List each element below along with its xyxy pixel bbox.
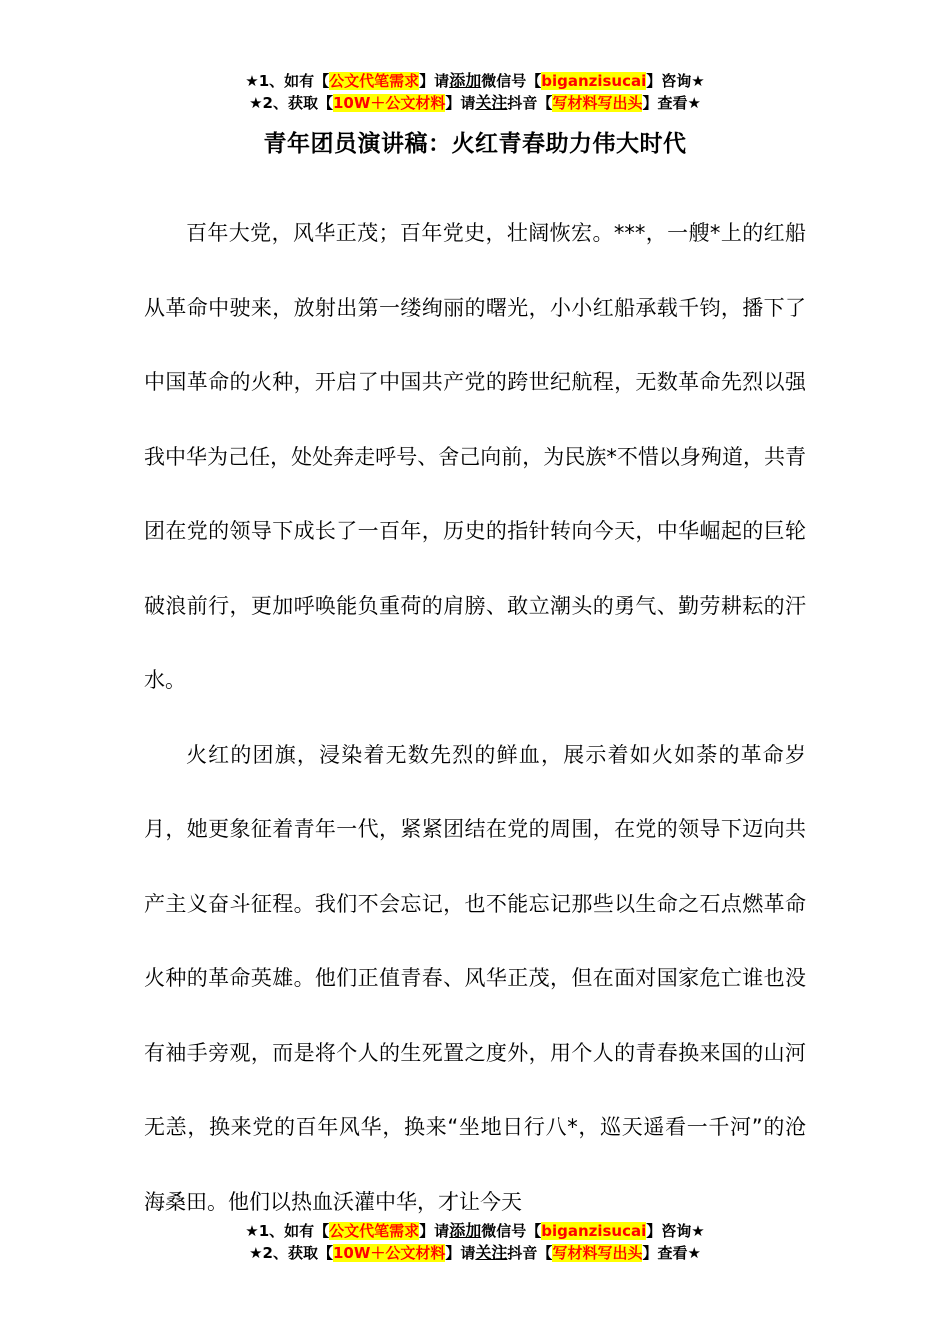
footer-promo bbox=[0, 1220, 950, 1264]
promo-highlight-service: 公文代笔需求 bbox=[329, 1222, 420, 1240]
promo-text: 微信号【 bbox=[481, 1222, 542, 1240]
document-body bbox=[144, 196, 806, 1239]
promo-highlight-douyin-account: 写材料写出头 bbox=[552, 94, 643, 112]
promo-emphasis: 添加 bbox=[449, 71, 482, 90]
promo-highlight-materials: 10W＋公文材料 bbox=[332, 94, 446, 112]
promo-emphasis: 添加 bbox=[449, 1221, 482, 1240]
promo-suffix: 】咨询★ bbox=[646, 72, 705, 90]
promo-text: 微信号【 bbox=[481, 72, 542, 90]
promo-prefix: ★1、如有【 bbox=[245, 72, 330, 90]
promo-prefix: ★1、如有【 bbox=[245, 1222, 330, 1240]
header-promo-line-1 bbox=[0, 70, 950, 92]
promo-emphasis: 关注 bbox=[475, 93, 508, 112]
promo-highlight-wechat-id: biganzisucai bbox=[541, 72, 647, 90]
promo-prefix: ★2、获取【 bbox=[249, 1244, 333, 1262]
promo-suffix: 】咨询★ bbox=[646, 1222, 705, 1240]
promo-highlight-douyin-account: 写材料写出头 bbox=[552, 1244, 643, 1262]
promo-highlight-wechat-id: biganzisucai bbox=[541, 1222, 647, 1240]
promo-highlight-materials: 10W＋公文材料 bbox=[332, 1244, 446, 1262]
promo-text: 】请 bbox=[419, 1222, 450, 1240]
promo-text: 】请 bbox=[445, 94, 476, 112]
promo-text: 抖音【 bbox=[507, 1244, 553, 1262]
promo-suffix: 】查看★ bbox=[642, 94, 701, 112]
body-paragraph-1: 百年大党，风华正茂；百年党史，壮阔恢宏。***，一艘*上的红船从革命中驶来，放射出第一缕绚丽的曙光，小小红船承载千钧，播下了中国革命的火种，开启了中国共产党的跨世纪航程，无数革命先烈以强我中华为己任，处处奔走呼号、舍己向前，为民族*不惜以身殉道，共青团在党的领导下成长了一百年，历史的指针转向今天，中华崛起的巨轮破浪前行，更加呼唤能负重荷的肩膀、敢立潮头的勇气、勤劳耕耘的汗水。 bbox=[144, 221, 806, 692]
header-promo bbox=[0, 70, 950, 114]
promo-suffix: 】查看★ bbox=[642, 1244, 701, 1262]
body-paragraph-2: 火红的团旗，浸染着无数先烈的鲜血，展示着如火如荼的革命岁月，她更象征着青年一代，紧紧团结在党的周围，在党的领导下迈向共产主义奋斗征程。我们不会忘记，也不能忘记那些以生命之石点燃革命火种的革命英雄。他们正值青春、风华正茂，但在面对国家危亡谁也没有袖手旁观，而是将个人的生死置之度外，用个人的青春换来国的山河无恙，换来党的百年风华，换来“坐地日行八*，巡天遥看一千河”的沧海桑田。他们以热血沃灌中华，才让今天 bbox=[144, 742, 806, 1214]
promo-prefix: ★2、获取【 bbox=[249, 94, 333, 112]
promo-text: 抖音【 bbox=[507, 94, 553, 112]
promo-text: 】请 bbox=[419, 72, 450, 90]
promo-emphasis: 关注 bbox=[475, 1243, 508, 1262]
header-promo-line-2 bbox=[0, 92, 950, 114]
footer-promo-line-2 bbox=[0, 1242, 950, 1264]
promo-highlight-service: 公文代笔需求 bbox=[329, 72, 420, 90]
document-title: 青年团员演讲稿：火红青春助力伟大时代 bbox=[263, 131, 687, 157]
promo-text: 】请 bbox=[445, 1244, 476, 1262]
footer-promo-line-1 bbox=[0, 1220, 950, 1242]
